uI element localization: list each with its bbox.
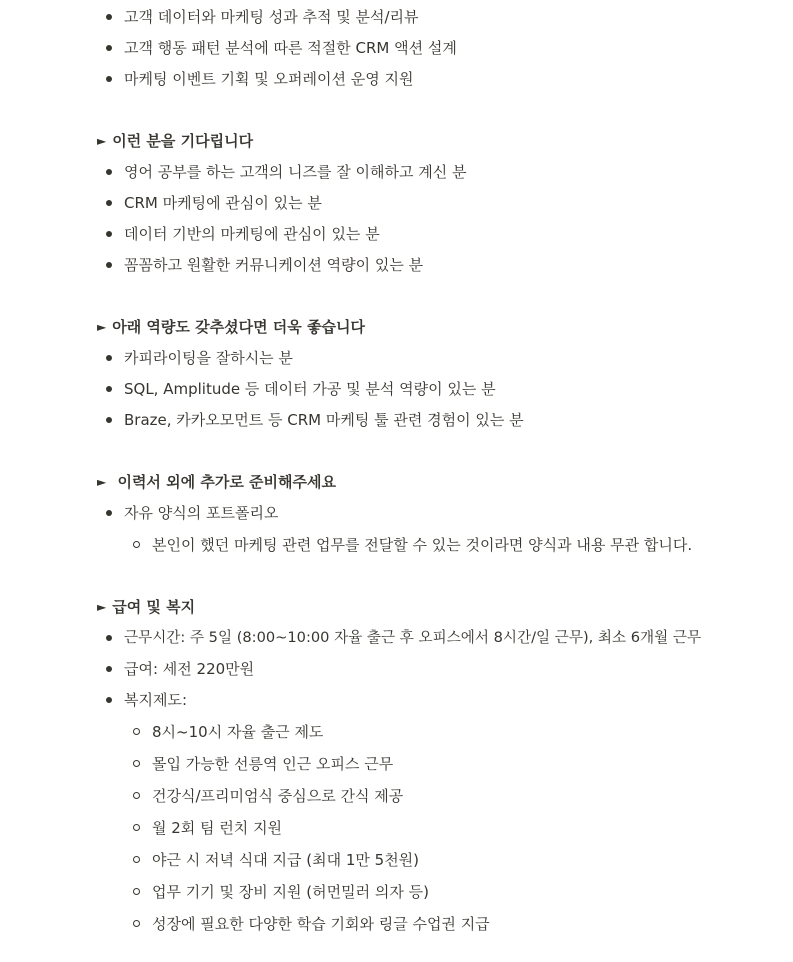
section-title: 아래 역량도 갖추셨다면 더욱 좋습니다 bbox=[112, 318, 365, 336]
list-item: 영어 공부를 하는 고객의 니즈를 잘 이해하고 계신 분 bbox=[124, 163, 467, 181]
sub-bullet-icon bbox=[133, 824, 140, 831]
sub-list-item: 8시~10시 자율 출근 제도 bbox=[152, 723, 324, 741]
bullet-icon bbox=[106, 355, 112, 361]
arrow-right-icon: ► bbox=[97, 600, 107, 614]
section-heading-extra bbox=[97, 472, 336, 492]
sub-list-item: 월 2회 팀 런치 지원 bbox=[152, 819, 283, 837]
bullet-icon bbox=[106, 697, 112, 703]
sub-bullet-icon bbox=[133, 856, 140, 863]
section-title: 급여 및 복지 bbox=[112, 598, 196, 616]
list-item: 고객 행동 패턴 분석에 따른 적절한 CRM 액션 설계 bbox=[124, 39, 457, 57]
sub-list-item: 업무 기기 및 장비 지원 (허먼밀러 의자 등) bbox=[152, 883, 429, 901]
list-item: 자유 양식의 포트폴리오 bbox=[124, 504, 279, 522]
sub-bullet-icon bbox=[133, 920, 140, 927]
bullet-icon bbox=[106, 666, 112, 672]
sub-list-item: 성장에 필요한 다양한 학습 기회와 링글 수업권 지급 bbox=[152, 915, 490, 933]
list-item: 복지제도: bbox=[124, 691, 188, 709]
list-item: SQL, Amplitude 등 데이터 가공 및 분석 역량이 있는 분 bbox=[124, 380, 496, 398]
list-item: 꼼꼼하고 원활한 커뮤니케이션 역량이 있는 분 bbox=[124, 256, 424, 274]
section-heading-preferred bbox=[97, 317, 365, 337]
sub-bullet-icon bbox=[133, 760, 140, 767]
bullet-icon bbox=[106, 510, 112, 516]
sub-bullet-icon bbox=[133, 541, 140, 548]
list-item: 근무시간: 주 5일 (8:00~10:00 자율 출근 후 오피스에서 8시간/일 근무), 최소 6개월 근무 bbox=[124, 629, 702, 646]
bullet-icon bbox=[106, 169, 112, 175]
bullet-icon bbox=[106, 14, 112, 20]
list-item: 데이터 기반의 마케팅에 관심이 있는 분 bbox=[124, 225, 380, 243]
section-heading-wanted bbox=[97, 131, 253, 151]
bullet-icon bbox=[106, 417, 112, 423]
bullet-icon bbox=[106, 386, 112, 392]
section-title: 이런 분을 기다립니다 bbox=[112, 132, 254, 150]
section-heading-benefits bbox=[97, 597, 195, 617]
list-item: 고객 데이터와 마케팅 성과 추적 및 분석/리뷰 bbox=[124, 8, 419, 26]
sub-list-item: 몰입 가능한 선릉역 인근 오피스 근무 bbox=[152, 755, 394, 773]
bullet-icon bbox=[106, 200, 112, 206]
section-title: 이력서 외에 추가로 준비해주세요 bbox=[112, 473, 336, 491]
list-item: 마케팅 이벤트 기획 및 오퍼레이션 운영 지원 bbox=[124, 70, 414, 88]
bullet-icon bbox=[106, 635, 112, 641]
bullet-icon bbox=[106, 45, 112, 51]
arrow-right-icon: ► bbox=[97, 475, 107, 489]
list-item: 급여: 세전 220만원 bbox=[124, 660, 255, 678]
list-item: 카피라이팅을 잘하시는 분 bbox=[124, 349, 293, 367]
arrow-right-icon: ► bbox=[97, 134, 107, 148]
bullet-icon bbox=[106, 76, 112, 82]
sub-bullet-icon bbox=[133, 792, 140, 799]
sub-list-item: 본인이 했던 마케팅 관련 업무를 전달할 수 있는 것이라면 양식과 내용 무관 합니다. bbox=[152, 536, 693, 554]
sub-list-item: 야근 시 저녁 식대 지급 (최대 1만 5천원) bbox=[152, 851, 420, 869]
sub-bullet-icon bbox=[133, 888, 140, 895]
list-item: Braze, 카카오모먼트 등 CRM 마케팅 툴 관련 경험이 있는 분 bbox=[124, 411, 524, 429]
list-item: CRM 마케팅에 관심이 있는 분 bbox=[124, 194, 322, 212]
sub-list-item: 건강식/프리미엄식 중심으로 간식 제공 bbox=[152, 787, 404, 805]
arrow-right-icon: ► bbox=[97, 320, 107, 334]
bullet-icon bbox=[106, 231, 112, 237]
sub-bullet-icon bbox=[133, 728, 140, 735]
bullet-icon bbox=[106, 262, 112, 268]
